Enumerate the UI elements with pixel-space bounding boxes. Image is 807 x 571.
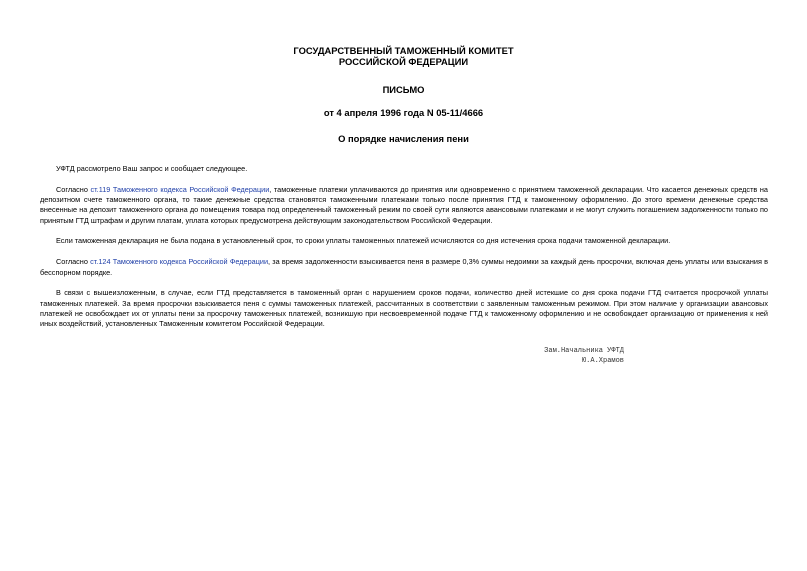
article-119-link[interactable]: ст.119 Таможенного кодекса Российской Федерации	[90, 184, 270, 194]
document-subject: О порядке начисления пени	[338, 133, 469, 144]
paragraph-2-text: , таможенные платежи уплачиваются до принятия или одновременно с принятием таможенной декларации. Что касается денежных средств на депозитном счете таможенного органа, то такие денежные средства становятся таможенными платежами только после принятия ГТД к таможенному оформлению. До этого времени денежные средства внесенные на депозит таможенного органа до помещения товара под определенный таможенный режим по своей сути являются авансовыми платежами и не могут служить погашением задолженности только по принятым ГТД штрафам и другим платам, уплата которых предусмотрена действующим законодательством Российской Федерации.	[40, 184, 768, 225]
issuer-name-line1: ГОСУДАРСТВЕННЫЙ ТАМОЖЕННЫЙ КОМИТЕТ	[293, 45, 514, 56]
document-body	[40, 164, 768, 340]
issuer-name-line2: РОССИЙСКОЙ ФЕДЕРАЦИИ	[338, 55, 469, 67]
article-124-link[interactable]: ст.124 Таможенного кодекса Российской Федерации	[90, 257, 269, 267]
paragraph-3: Если таможенная декларация не была подана в установленный срок, то сроки уплаты таможенных платежей исчисляются со дня истечения срока подачи таможенной декларации.	[56, 236, 671, 246]
paragraph-4-text: , за время задолженности взыскивается пеня в размере 0,3% суммы недоимки за каждый день просрочки, включая день уплаты или взыскания в бесспорном порядке.	[40, 257, 769, 277]
document-type: ПИСЬМО	[382, 84, 425, 95]
document-date-number: от 4 апреля 1996 года N 05-11/4666	[323, 106, 484, 118]
signatory-position: Зам.Начальника УФТД	[544, 347, 624, 355]
paragraph-1: УФТД рассмотрело Ваш запрос и сообщает следующее.	[56, 164, 248, 173]
signature-block	[470, 347, 624, 366]
signatory-name: Ю.А.Храмов	[581, 356, 624, 365]
paragraph-2-lead: Согласно	[56, 184, 91, 194]
document-header	[180, 46, 627, 118]
paragraph-2	[40, 185, 768, 226]
paragraph-4-lead: Согласно	[56, 257, 91, 267]
paragraph-4	[40, 257, 768, 278]
paragraph-5: В связи с вышеизложенным, в случае, если ГТД представляется в таможенный орган с нарушением сроков подачи, количество дней истекшие со дня срока подачи ГТД считается просрочкой уплаты таможенных платежей. За время просрочки взыскивается пеня с суммы таможенных платежей, рассчитанных в соответствии с заявленным таможенным режимом. При этом наличие у организации авансовых платежей не освобождает их от уплаты пени за просрочку таможенных платежей, возникшую при несвоевременной подаче ГТД к таможенному оформлению и не освобождает организацию от применения к ней иных воздействий, установленных Таможенным комитетом Российской Федерации.	[40, 288, 768, 329]
